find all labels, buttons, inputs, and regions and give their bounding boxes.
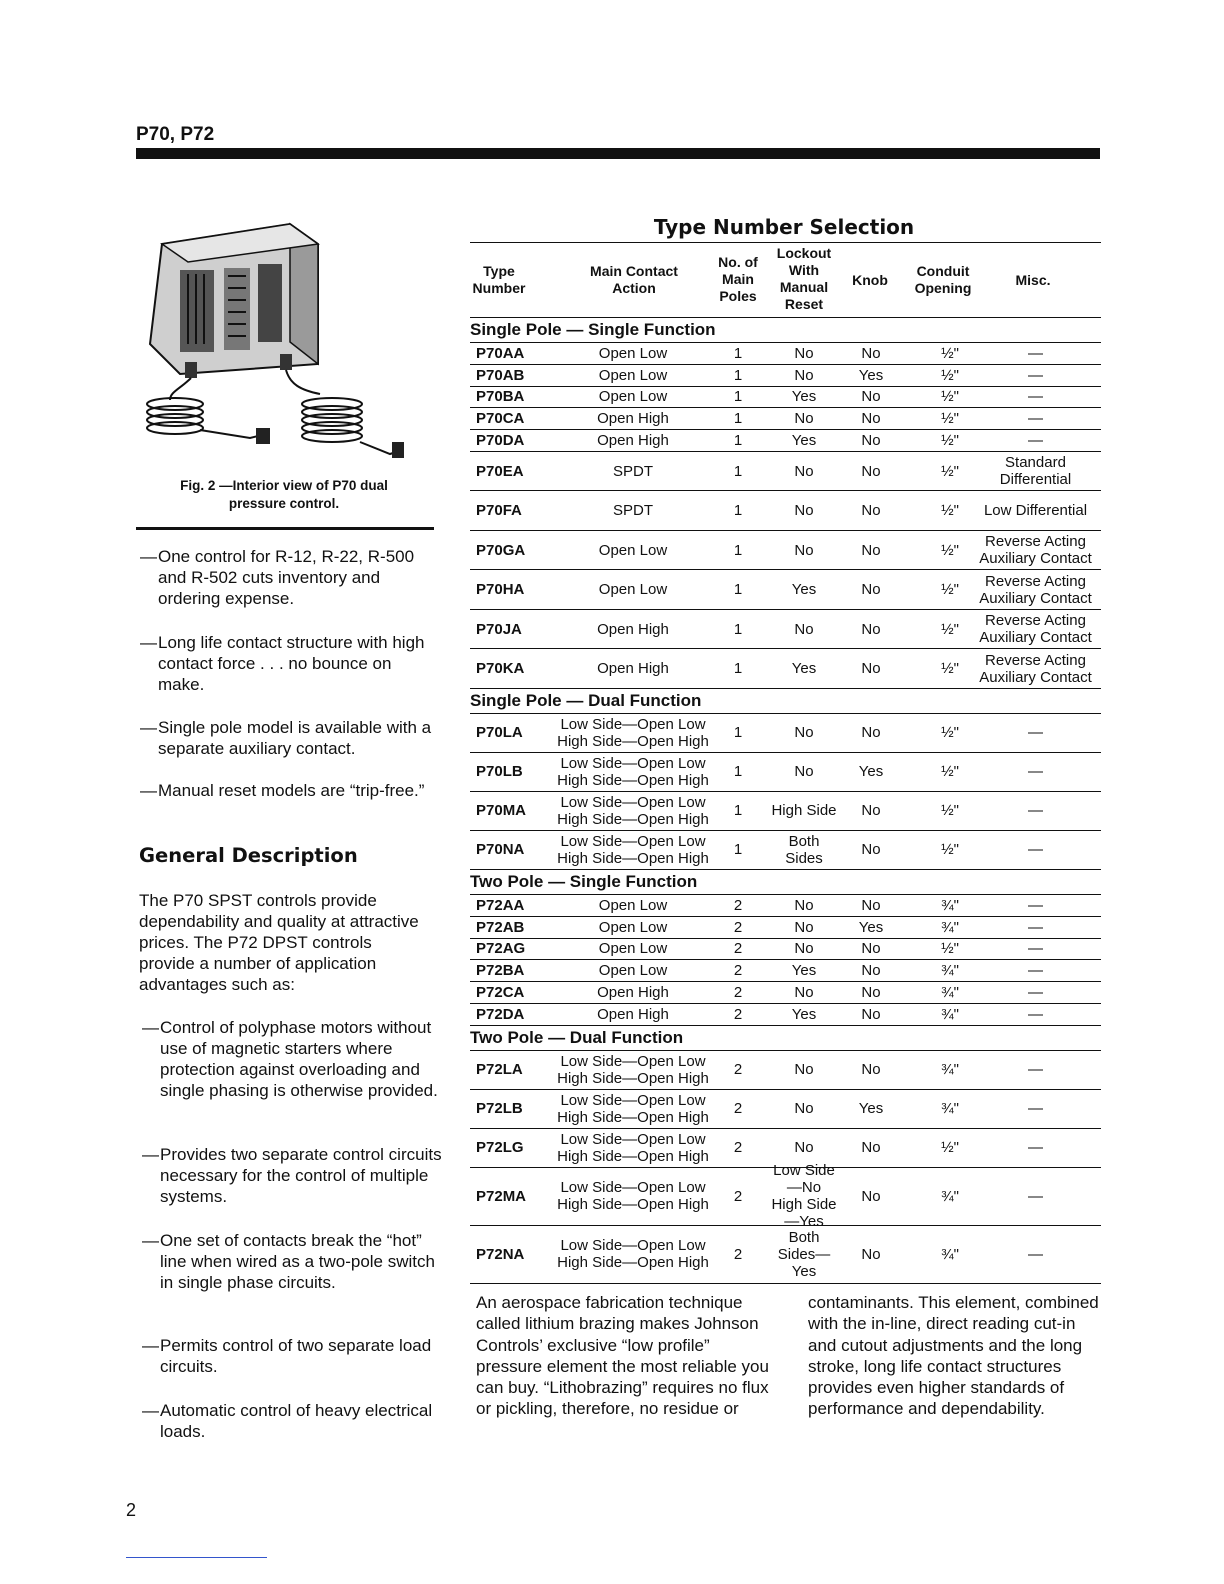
cell-contact-action: Low Side—Open Low High Side—Open High: [557, 1052, 709, 1087]
cell-lockout: Yes: [791, 660, 817, 678]
cell-conduit: ¾": [941, 896, 959, 914]
table-row: [470, 939, 1101, 961]
cell-poles: 2: [733, 962, 743, 980]
cell-knob: No: [861, 1245, 881, 1263]
cell-knob: No: [861, 432, 881, 450]
cell-misc: —: [1028, 940, 1043, 958]
cell-poles: 2: [733, 1245, 743, 1263]
cell-poles: 1: [733, 366, 743, 384]
cell-type-number: P72DA: [476, 1005, 525, 1023]
general-description-heading: General Description: [139, 844, 358, 867]
cell-conduit: ½": [941, 410, 959, 428]
cell-misc: —: [1028, 1005, 1043, 1023]
table-section-heading: Two Pole — Dual Function: [470, 1026, 1101, 1051]
cell-contact-action: Open Low: [598, 918, 668, 936]
cell-conduit: ½": [941, 1139, 959, 1157]
cell-poles: 1: [733, 841, 743, 859]
cell-conduit: ½": [941, 724, 959, 742]
cell-lockout: No: [794, 724, 814, 742]
table-row: [470, 343, 1101, 365]
cell-knob: No: [861, 1139, 881, 1157]
cell-lockout: No: [794, 1061, 814, 1079]
table-row: [470, 365, 1101, 387]
cell-type-number: P70DA: [476, 432, 525, 450]
cell-type-number: P70HA: [476, 581, 525, 599]
cell-misc: —: [1028, 344, 1043, 362]
cell-misc: —: [1028, 388, 1043, 406]
table-row: [470, 1051, 1101, 1090]
advantage-bullet: [142, 1144, 442, 1207]
cell-lockout: No: [794, 1139, 814, 1157]
cell-type-number: P70AA: [476, 344, 525, 362]
cell-knob: No: [861, 1061, 881, 1079]
cell-type-number: P70JA: [476, 620, 522, 638]
figure-divider: [136, 527, 434, 530]
type-number-table: [470, 242, 1101, 1284]
cell-conduit: ¾": [941, 1100, 959, 1118]
bullet-text: One set of contacts break the “hot” line when wired as a two-pole switch in single phase circuits.: [160, 1231, 435, 1292]
cell-type-number: P72MA: [476, 1187, 527, 1205]
cell-knob: No: [861, 841, 881, 859]
cell-misc: Reverse Acting Auxiliary Contact: [979, 572, 1092, 607]
cell-contact-action: Open High: [597, 984, 669, 1002]
cell-conduit: ¾": [941, 1245, 959, 1263]
cell-contact-action: Open Low: [598, 388, 668, 406]
cell-knob: No: [861, 462, 881, 480]
cell-contact-action: Open High: [597, 432, 669, 450]
table-section-heading: Two Pole — Single Function: [470, 870, 1101, 895]
cell-contact-action: Open Low: [598, 541, 668, 559]
bullet-text: Permits control of two separate load circuits.: [160, 1336, 432, 1376]
cell-poles: 2: [733, 918, 743, 936]
table-row: [470, 408, 1101, 430]
cell-lockout: No: [794, 984, 814, 1002]
cell-poles: 2: [733, 1187, 743, 1205]
cell-poles: 1: [733, 724, 743, 742]
cell-poles: 2: [733, 940, 743, 958]
cell-poles: 1: [733, 660, 743, 678]
cell-knob: No: [861, 962, 881, 980]
cell-conduit: ½": [941, 841, 959, 859]
cell-poles: 1: [733, 410, 743, 428]
cell-lockout: No: [794, 940, 814, 958]
body-text-column-2: contaminants. This element, combined with the in-line, direct reading cut-in and cutout adjustments and the long stroke, long life contact structures provides even higher standards of performance and dependability.: [808, 1293, 1099, 1419]
cell-type-number: P70CA: [476, 410, 525, 428]
cell-type-number: P70BA: [476, 388, 525, 406]
table-row: [470, 1090, 1101, 1129]
cell-poles: 1: [733, 462, 743, 480]
cell-contact-action: SPDT: [612, 502, 653, 520]
table-row: [470, 531, 1101, 571]
cell-contact-action: Low Side—Open Low High Side—Open High: [557, 715, 709, 750]
cell-knob: No: [861, 1187, 881, 1205]
table-row: [470, 430, 1101, 452]
feature-bullet: [140, 717, 440, 759]
cell-poles: 2: [733, 1005, 743, 1023]
cell-conduit: ½": [941, 388, 959, 406]
header-knob: Knob: [852, 272, 888, 288]
cell-misc: —: [1028, 802, 1043, 820]
cell-lockout: No: [794, 462, 814, 480]
cell-poles: 2: [733, 896, 743, 914]
cell-misc: Standard Differential: [999, 454, 1072, 489]
cell-poles: 1: [733, 432, 743, 450]
advantage-bullet: [142, 1335, 442, 1377]
cell-knob: No: [861, 502, 881, 520]
header-main-poles: No. of Main Poles: [718, 254, 758, 304]
cell-poles: 1: [733, 802, 743, 820]
cell-lockout: No: [794, 502, 814, 520]
cell-misc: Reverse Acting Auxiliary Contact: [979, 651, 1092, 686]
cell-knob: No: [861, 388, 881, 406]
cell-contact-action: SPDT: [612, 462, 653, 480]
table-row: [470, 753, 1101, 792]
bullet-dash: —: [140, 718, 157, 737]
cell-lockout: Yes: [791, 1005, 817, 1023]
table-row: [470, 452, 1101, 492]
cell-poles: 1: [733, 541, 743, 559]
cell-conduit: ½": [941, 620, 959, 638]
cell-knob: No: [861, 581, 881, 599]
cell-conduit: ¾": [941, 1005, 959, 1023]
bullet-text: Control of polyphase motors without use of magnetic starters where protection against overloading and single phasing is otherwise provided.: [160, 1018, 438, 1100]
table-title: Type Number Selection: [653, 215, 915, 239]
table-row: [470, 1004, 1101, 1026]
cell-type-number: P70AB: [476, 366, 525, 384]
cell-conduit: ¾": [941, 984, 959, 1002]
cell-type-number: P70GA: [476, 541, 526, 559]
cell-conduit: ½": [941, 940, 959, 958]
table-row: [470, 491, 1101, 531]
table-row: [470, 960, 1101, 982]
cell-poles: 1: [733, 763, 743, 781]
cell-contact-action: Low Side—Open Low High Side—Open High: [557, 832, 709, 867]
cell-lockout: No: [794, 763, 814, 781]
bullet-dash: —: [142, 1401, 159, 1420]
cell-misc: —: [1028, 841, 1043, 859]
cell-type-number: P70EA: [476, 462, 524, 480]
cell-conduit: ¾": [941, 1061, 959, 1079]
cell-lockout: Yes: [791, 581, 817, 599]
table-row: [470, 387, 1101, 409]
cell-contact-action: Open Low: [598, 896, 668, 914]
cell-misc: —: [1028, 1245, 1043, 1263]
bullet-dash: —: [140, 547, 157, 566]
feature-bullet: [140, 632, 440, 695]
cell-type-number: P70MA: [476, 802, 527, 820]
cell-lockout: No: [794, 344, 814, 362]
header-lockout: Lockout With Manual Reset: [776, 245, 832, 312]
cell-type-number: P70LA: [476, 724, 523, 742]
cell-lockout: No: [794, 366, 814, 384]
cell-knob: No: [861, 724, 881, 742]
cell-conduit: ½": [941, 462, 959, 480]
cell-knob: No: [861, 620, 881, 638]
cell-conduit: ½": [941, 802, 959, 820]
cell-type-number: P70NA: [476, 841, 525, 859]
cell-knob: No: [861, 410, 881, 428]
header-main-contact-action: Main Contact Action: [590, 263, 678, 296]
cell-type-number: P72AA: [476, 896, 525, 914]
table-header-row: [470, 242, 1101, 318]
cell-poles: 1: [733, 344, 743, 362]
cell-knob: No: [861, 541, 881, 559]
cell-conduit: ½": [941, 660, 959, 678]
cell-misc: —: [1028, 1187, 1043, 1205]
cell-conduit: ½": [941, 541, 959, 559]
feature-bullet: [140, 546, 440, 609]
table-row: [470, 610, 1101, 650]
table-row: [470, 570, 1101, 610]
advantage-bullet: [142, 1017, 442, 1101]
cell-poles: 1: [733, 502, 743, 520]
cell-poles: 2: [733, 984, 743, 1002]
cell-poles: 1: [733, 388, 743, 406]
table-row: [470, 895, 1101, 917]
cell-contact-action: Open Low: [598, 344, 668, 362]
table-row: [470, 831, 1101, 870]
figure-caption: [140, 477, 428, 513]
cell-conduit: ¾": [941, 1187, 959, 1205]
cell-conduit: ¾": [941, 918, 959, 936]
header-rule: [136, 148, 1100, 159]
cell-knob: No: [861, 896, 881, 914]
cell-conduit: ½": [941, 366, 959, 384]
header-conduit-opening: Conduit Opening: [914, 263, 972, 296]
cell-misc: —: [1028, 724, 1043, 742]
cell-type-number: P72LB: [476, 1100, 523, 1118]
cell-lockout: No: [794, 896, 814, 914]
table-row: [470, 1226, 1101, 1284]
cell-knob: Yes: [858, 1100, 884, 1118]
cell-knob: No: [861, 660, 881, 678]
cell-conduit: ½": [941, 432, 959, 450]
table-body: [470, 318, 1101, 1284]
cell-type-number: P72BA: [476, 962, 525, 980]
cell-contact-action: Open High: [597, 410, 669, 428]
header-type-number: Type Number: [472, 263, 526, 296]
pressure-control-illustration: [140, 214, 410, 470]
advantage-bullet: [142, 1230, 442, 1293]
cell-lockout: No: [794, 620, 814, 638]
cell-lockout: No: [794, 410, 814, 428]
cell-knob: Yes: [858, 366, 884, 384]
cell-type-number: P72LA: [476, 1061, 523, 1079]
footer-rule: [126, 1557, 267, 1558]
table-section-heading: Single Pole — Single Function: [470, 318, 1101, 343]
cell-type-number: P72CA: [476, 984, 525, 1002]
bullet-text: Automatic control of heavy electrical loads.: [160, 1401, 433, 1441]
cell-conduit: ½": [941, 344, 959, 362]
advantage-bullet: [142, 1400, 442, 1442]
bullet-dash: —: [140, 781, 157, 800]
table-row: [470, 982, 1101, 1004]
cell-conduit: ¾": [941, 962, 959, 980]
cell-contact-action: Low Side—Open Low High Side—Open High: [557, 1179, 709, 1214]
bullet-dash: —: [142, 1231, 159, 1250]
cell-misc: Reverse Acting Auxiliary Contact: [979, 612, 1092, 647]
table-row: [470, 1162, 1101, 1231]
bullet-dash: —: [140, 633, 157, 652]
bullet-dash: —: [142, 1018, 159, 1037]
cell-poles: 2: [733, 1100, 743, 1118]
cell-misc: Reverse Acting Auxiliary Contact: [979, 533, 1092, 568]
cell-contact-action: Low Side—Open Low High Side—Open High: [557, 1091, 709, 1126]
page-header-title: P70, P72: [136, 124, 215, 145]
bullet-dash: —: [142, 1145, 159, 1164]
cell-knob: Yes: [858, 918, 884, 936]
cell-misc: —: [1028, 918, 1043, 936]
cell-type-number: P72LG: [476, 1139, 524, 1157]
cell-contact-action: Open High: [597, 1005, 669, 1023]
cell-lockout: Yes: [791, 432, 817, 450]
cell-lockout: Low Side—No High Side—Yes: [771, 1162, 837, 1231]
bullet-text: Provides two separate control circuits necessary for the control of multiple systems.: [160, 1145, 442, 1206]
cell-type-number: P72AG: [476, 940, 526, 958]
cell-type-number: P70KA: [476, 660, 525, 678]
cell-type-number: P70LB: [476, 763, 523, 781]
table-row: [470, 649, 1101, 689]
cell-contact-action: Open High: [597, 620, 669, 638]
table-row: [470, 917, 1101, 939]
cell-poles: 1: [733, 620, 743, 638]
cell-knob: No: [861, 344, 881, 362]
cell-lockout: Yes: [791, 388, 817, 406]
cell-conduit: ½": [941, 502, 959, 520]
cell-type-number: P72NA: [476, 1245, 525, 1263]
cell-knob: No: [861, 802, 881, 820]
bullet-text: Single pole model is available with a separate auxiliary contact.: [158, 718, 432, 758]
cell-contact-action: Open High: [597, 660, 669, 678]
bullet-text: Manual reset models are “trip-free.”: [158, 781, 425, 800]
cell-knob: Yes: [858, 763, 884, 781]
figure-caption-line-1: Fig. 2 —Interior view of P70 dual: [180, 478, 388, 493]
cell-contact-action: Open Low: [598, 962, 668, 980]
cell-misc: —: [1028, 1100, 1043, 1118]
page-number: 2: [126, 1500, 137, 1520]
cell-lockout: Yes: [791, 962, 817, 980]
cell-poles: 2: [733, 1139, 743, 1157]
cell-contact-action: Open Low: [598, 366, 668, 384]
cell-contact-action: Low Side—Open Low High Side—Open High: [557, 1130, 709, 1165]
cell-conduit: ½": [941, 763, 959, 781]
bullet-dash: —: [142, 1336, 159, 1355]
table-row: [470, 714, 1101, 753]
cell-contact-action: Low Side—Open Low High Side—Open High: [557, 754, 709, 789]
cell-misc: —: [1028, 432, 1043, 450]
cell-lockout: No: [794, 918, 814, 936]
cell-lockout: Both Sides— Yes: [777, 1228, 831, 1280]
cell-conduit: ½": [941, 581, 959, 599]
cell-lockout: High Side: [771, 802, 837, 820]
cell-misc: —: [1028, 763, 1043, 781]
cell-knob: No: [861, 984, 881, 1002]
cell-misc: —: [1028, 984, 1043, 1002]
cell-knob: No: [861, 940, 881, 958]
cell-contact-action: Low Side—Open Low High Side—Open High: [557, 793, 709, 828]
general-description-paragraph: The P70 SPST controls provide dependability and quality at attractive prices. The P72 DPST controls provide a number of application advantages such as:: [139, 891, 419, 994]
cell-misc: —: [1028, 896, 1043, 914]
table-section-heading: Single Pole — Dual Function: [470, 689, 1101, 714]
cell-type-number: P72AB: [476, 918, 525, 936]
cell-lockout: Both Sides: [785, 832, 823, 867]
cell-misc: —: [1028, 366, 1043, 384]
bullet-text: One control for R-12, R-22, R-500 and R-502 cuts inventory and ordering expense.: [158, 547, 415, 608]
cell-misc: —: [1028, 410, 1043, 428]
header-misc: Misc.: [1015, 272, 1051, 288]
cell-misc: Low Differential: [983, 502, 1088, 520]
bullet-text: Long life contact structure with high contact force . . . no bounce on make.: [158, 633, 425, 694]
cell-contact-action: Open Low: [598, 940, 668, 958]
body-text-column-1: An aerospace fabrication technique called lithium brazing makes Johnson Controls’ exclusive “low profile” pressure element the most reliable you can buy. “Lithobrazing” requires no flux or pickling, therefore, no residue or: [476, 1293, 769, 1419]
cell-knob: No: [861, 1005, 881, 1023]
table-row: [470, 792, 1101, 831]
cell-poles: 1: [733, 581, 743, 599]
cell-lockout: No: [794, 541, 814, 559]
cell-contact-action: Open Low: [598, 581, 668, 599]
cell-poles: 2: [733, 1061, 743, 1079]
cell-type-number: P70FA: [476, 502, 522, 520]
cell-contact-action: Low Side—Open Low High Side—Open High: [557, 1237, 709, 1272]
cell-misc: —: [1028, 962, 1043, 980]
cell-misc: —: [1028, 1139, 1043, 1157]
feature-bullet: [140, 780, 440, 801]
cell-misc: —: [1028, 1061, 1043, 1079]
figure-caption-line-2: pressure control.: [228, 496, 340, 511]
cell-lockout: No: [794, 1100, 814, 1118]
